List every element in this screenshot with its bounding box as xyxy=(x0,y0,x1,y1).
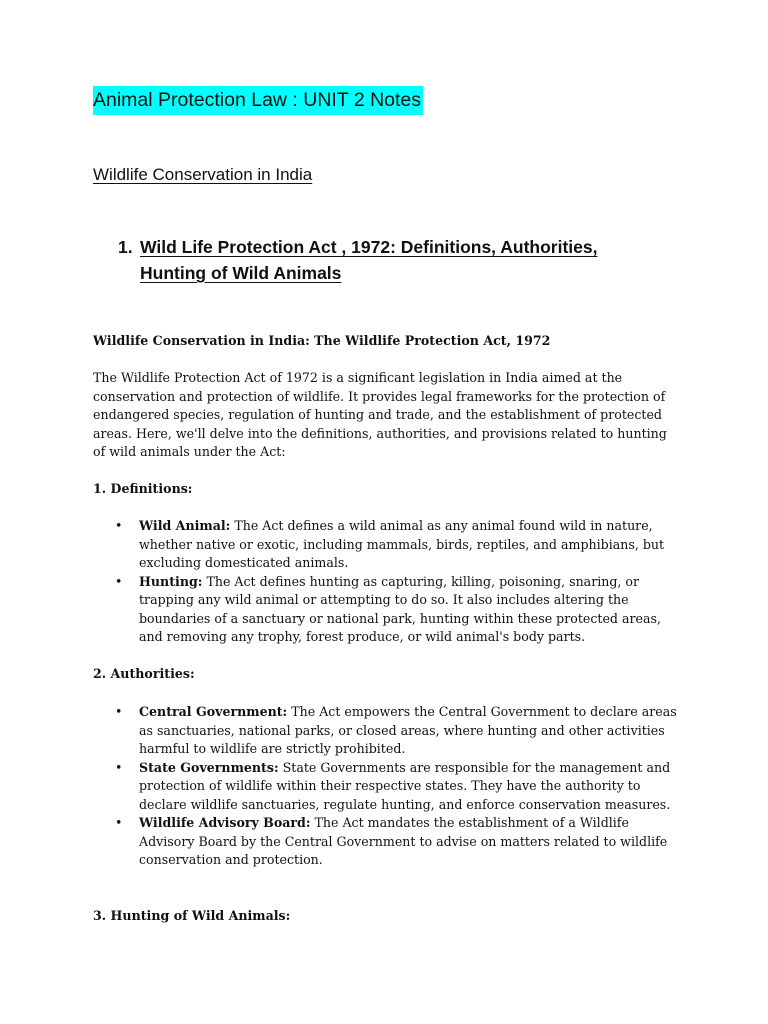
list-item xyxy=(93,703,683,759)
bullet-icon: • xyxy=(115,518,123,533)
definitions-list xyxy=(93,517,683,647)
item-term: State Governments: xyxy=(139,759,279,775)
item-term: Hunting: xyxy=(139,573,203,589)
section-number: 1. xyxy=(118,237,133,257)
bullet-icon: • xyxy=(115,573,123,589)
list-item xyxy=(93,517,683,573)
bullet-icon: • xyxy=(115,704,123,719)
bullet-icon: • xyxy=(115,815,123,830)
list-item xyxy=(93,759,683,815)
hunting-heading: 3. Hunting of Wild Animals: xyxy=(93,908,291,923)
item-text: The Act defines a wild animal as any animal found wild in nature, whether native or exotic, including mammals, birds, reptiles, and amphibians, but excluding domesticated animals. xyxy=(139,518,665,570)
list-item xyxy=(93,573,683,647)
item-term: Wild Animal: xyxy=(139,518,231,533)
section-heading-text: Wild Life Protection Act , 1972: Definitions, Authorities, Hunting of Wild Animals xyxy=(140,237,598,283)
item-term: Wildlife Advisory Board: xyxy=(139,815,311,830)
document-title: Animal Protection Law : UNIT 2 Notes xyxy=(93,86,423,115)
article-heading: Wildlife Conservation in India: The Wildlife Protection Act, 1972 xyxy=(93,333,551,348)
intro-paragraph: The Wildlife Protection Act of 1972 is a significant legislation in India aimed at the conservation and protection of wildlife. It provides legal frameworks for the protection of endangered species, regulation of hunting and trade, and the establishment of protected areas. Here, we'll delve into the definitions, authorities, and provisions related to hunting of wild animals under the Act: xyxy=(93,370,667,459)
item-text: The Act empowers the Central Government to declare areas as sanctuaries, national parks, or closed areas, where hunting and other activities harmful to wildlife are strictly prohibited. xyxy=(139,704,677,756)
document-subtitle: Wildlife Conservation in India xyxy=(93,165,313,184)
bullet-icon: • xyxy=(115,759,123,775)
authorities-heading: 2. Authorities: xyxy=(93,666,195,681)
authorities-list xyxy=(93,703,683,870)
item-text: State Governments are responsible for the management and protection of wildlife within their respective states. They have the authority to declare wildlife sanctuaries, regulate hunting, and enforce conservation measures. xyxy=(139,759,671,812)
definitions-heading: 1. Definitions: xyxy=(93,481,193,496)
list-item xyxy=(93,814,683,870)
item-term: Central Government: xyxy=(139,704,288,719)
item-text: The Act defines hunting as capturing, killing, poisoning, snaring, or trapping any wild animal or attempting to do so. It also includes altering the boundaries of a sanctuary or national park, hunting within these protected areas, and removing any trophy, forest produce, or wild animal's body parts. xyxy=(139,573,661,644)
item-text: The Act mandates the establishment of a Wildlife Advisory Board by the Central Government to advise on matters related to wildlife conservation and protection. xyxy=(139,815,668,867)
